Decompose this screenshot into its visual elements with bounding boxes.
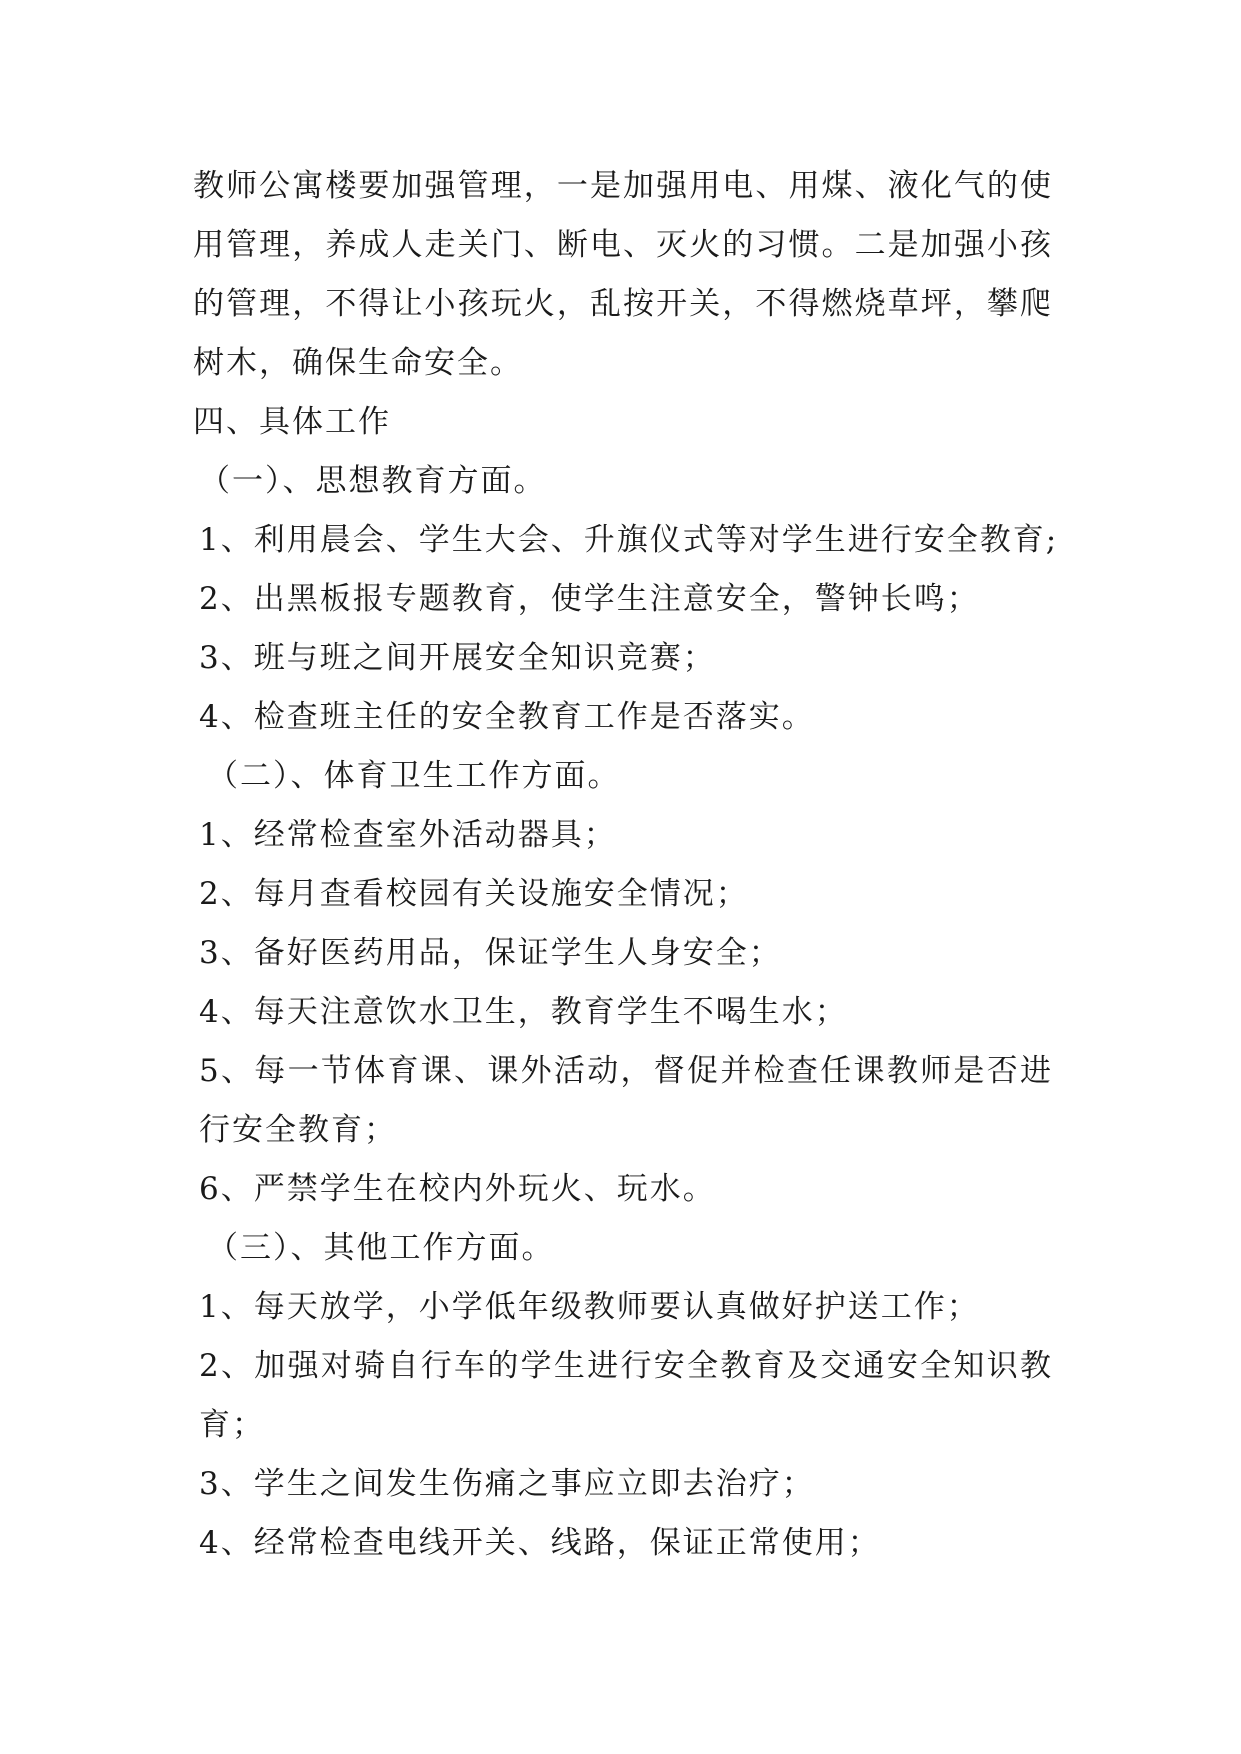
list-item: 6、严禁学生在校内外玩火、玩水。 [199, 1171, 716, 1207]
list-item: 3、班与班之间开展安全知识竞赛； [199, 640, 716, 676]
list-item: 3、学生之间发生伤痛之事应立即去治疗； [199, 1466, 815, 1502]
subsection-heading: （三）、其他工作方面。 [207, 1230, 555, 1266]
list-item: 2、出黑板报专题教育，使学生注意安全，警钟长鸣； [199, 581, 980, 617]
section-heading: 四、具体工作 [193, 404, 391, 440]
list-item: 4、经常检查电线开关、线路，保证正常使用； [199, 1525, 881, 1561]
list-item: 1、每天放学，小学低年级教师要认真做好护送工作； [199, 1289, 980, 1325]
list-item: 3、备好医药用品，保证学生人身安全； [199, 935, 782, 971]
list-item: 5、每一节体育课、课外活动，督促并检查任课教师是否进行安全教育； [199, 1053, 1053, 1148]
list-item: 2、加强对骑自行车的学生进行安全教育及交通安全知识教育； [199, 1348, 1053, 1443]
list-item: 1、利用晨会、学生大会、升旗仪式等对学生进行安全教育; [199, 522, 1059, 558]
subsection-heading: （一）、思想教育方面。 [199, 463, 547, 499]
list-item: 1、经常检查室外活动器具； [199, 817, 617, 853]
list-item: 4、每天注意饮水卫生，教育学生不喝生水； [199, 994, 848, 1030]
list-item: 2、每月查看校园有关设施安全情况； [199, 876, 749, 912]
subsection-heading: （二）、体育卫生工作方面。 [207, 758, 621, 794]
list-item: 4、检查班主任的安全教育工作是否落实。 [199, 699, 815, 735]
intro-paragraph: 教师公寓楼要加强管理，一是加强用电、用煤、液化气的使用管理，养成人走关门、断电、灭火的习惯。二是加强小孩的管理，不得让小孩玩火，乱按开关，不得燃烧草坪，攀爬树木，确保生命安全。 [193, 168, 1053, 381]
document-body [193, 157, 1059, 1573]
